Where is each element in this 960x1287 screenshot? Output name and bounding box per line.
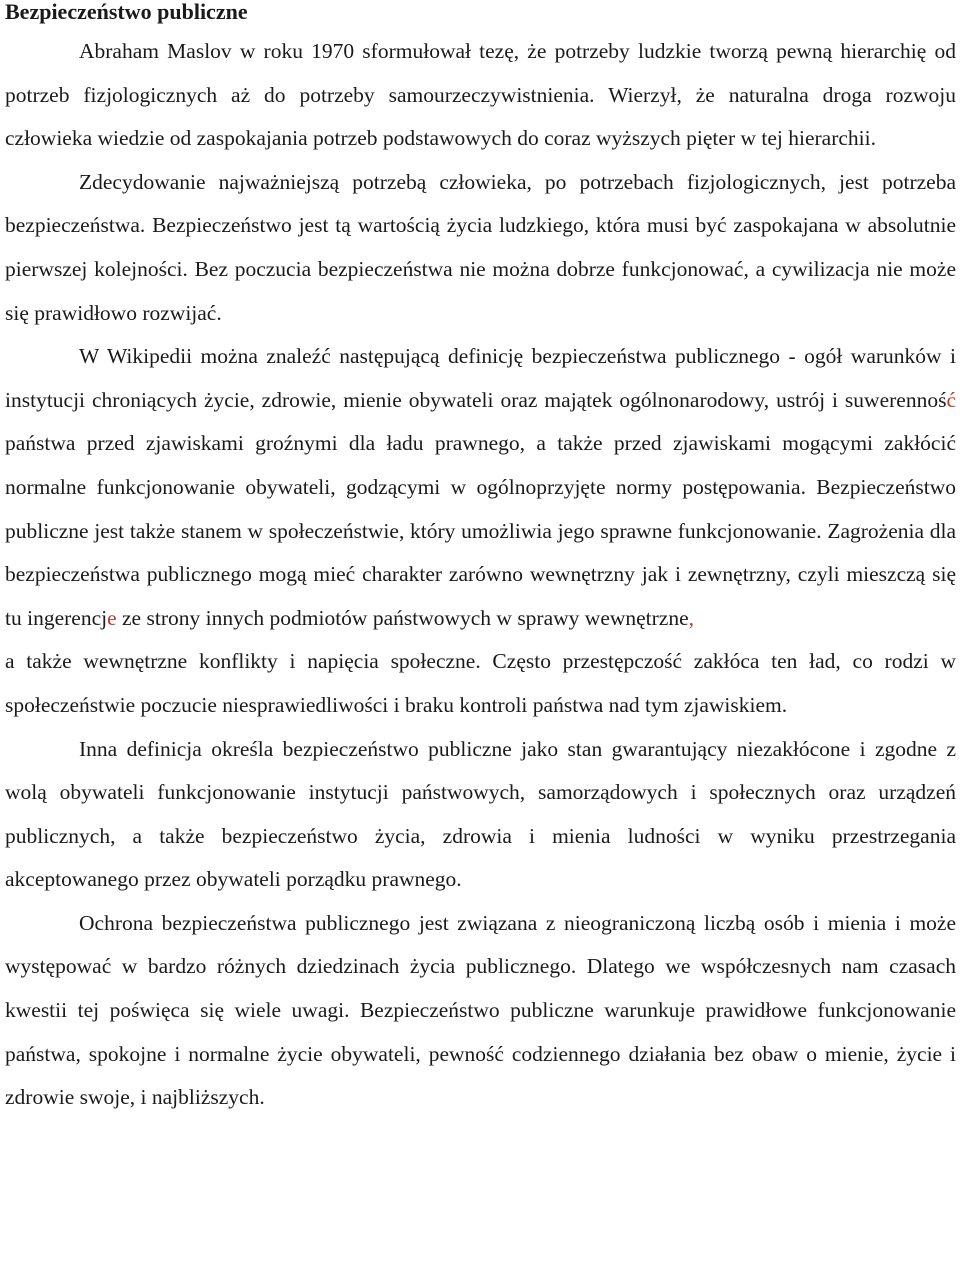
paragraph-safety-need: Zdecydowanie najważniejszą potrzebą człowieka, po potrzebach fizjologicznych, jest potrzeba bezpieczeństwa. Bezpieczeństwo jest tą wartością życia ludzkiego, która musi być zaspokajana w absolutnie pierwszej kolejności. Bez poczucia bezpieczeństwa nie można dobrze funkcjonować, a cywilizacja nie może się prawidłowo rozwijać. (5, 169, 956, 325)
paragraph-text-segment: ze strony innych podmiotów państwowych w sprawy wewnętrzne (116, 605, 689, 630)
red-letter: ć (946, 387, 956, 412)
paragraph-text-segment: W Wikipedii można znaleźć następującą definicję bezpieczeństwa publicznego - ogół warunków i instytucji chroniących życie, zdrowie, mienie obywateli oraz majątek ogólnonarodowy, ustrój i suwerennoś (5, 344, 956, 412)
paragraph-maslow: Abraham Maslov w roku 1970 sformułował tezę, że potrzeby ludzkie tworzą pewną hierarchię od potrzeb fizjologicznych aż do potrzeby samourzeczywistnienia. Wierzył, że naturalna droga rozwoju człowieka wiedzie od zaspokajania potrzeb podstawowych do coraz wyższych pięter w tej hierarchii. (5, 39, 956, 151)
red-letter: , (688, 605, 695, 630)
paragraph-internal-conflicts: a także wewnętrzne konflikty i napięcia społeczne. Często przestępczość zakłóca ten ład, co rodzi w społeczeństwie poczucie niesprawiedliwości i braku kontroli państwa nad tym zjawiskiem. (5, 649, 956, 717)
red-letter: e (107, 605, 117, 630)
paragraph-protection: Ochrona bezpieczeństwa publicznego jest związana z nieograniczoną liczbą osób i mienia i może występować w bardzo różnych dziedzinach życia publicznego. Dlatego we współczesnych nam czasach kwestii tej poświęca się wiele uwagi. Bezpieczeństwo publiczne warunkuje prawidłowe funkcjonowanie państwa, spokojne i normalne życie obywateli, pewność codziennego działania bez obaw o mienie, życie i zdrowie swoje, i najbliższych. (5, 910, 956, 1110)
paragraph-wikipedia-definition (5, 335, 956, 640)
document-heading: Bezpieczeństwo publiczne (5, 0, 248, 24)
paragraph-other-definition: Inna definicja określa bezpieczeństwo publiczne jako stan gwarantujący niezakłócone i zgodne z wolą obywateli funkcjonowanie instytucji państwowych, samorządowych i społecznych oraz urządzeń publicznych, a także bezpieczeństwo życia, zdrowia i mienia ludności w wyniku przestrzegania akceptowanego przez obywateli porządku prawnego. (5, 736, 956, 892)
paragraph-text-segment: państwa przed zjawiskami groźnymi dla ładu prawnego, a także przed zjawiskami mogącymi zakłócić normalne funkcjonowanie obywateli, godzącymi w ogólnoprzyjęte normy postępowania. Bezpieczeństwo publiczne jest także stanem w społeczeństwie, który umożliwia jego sprawne funkcjonowanie. Zagrożenia dla bezpieczeństwa publicznego mogą mieć charakter zarówno wewnętrzny jak i zewnętrzny, czyli mieszczą się tu ingerencj (5, 431, 956, 630)
